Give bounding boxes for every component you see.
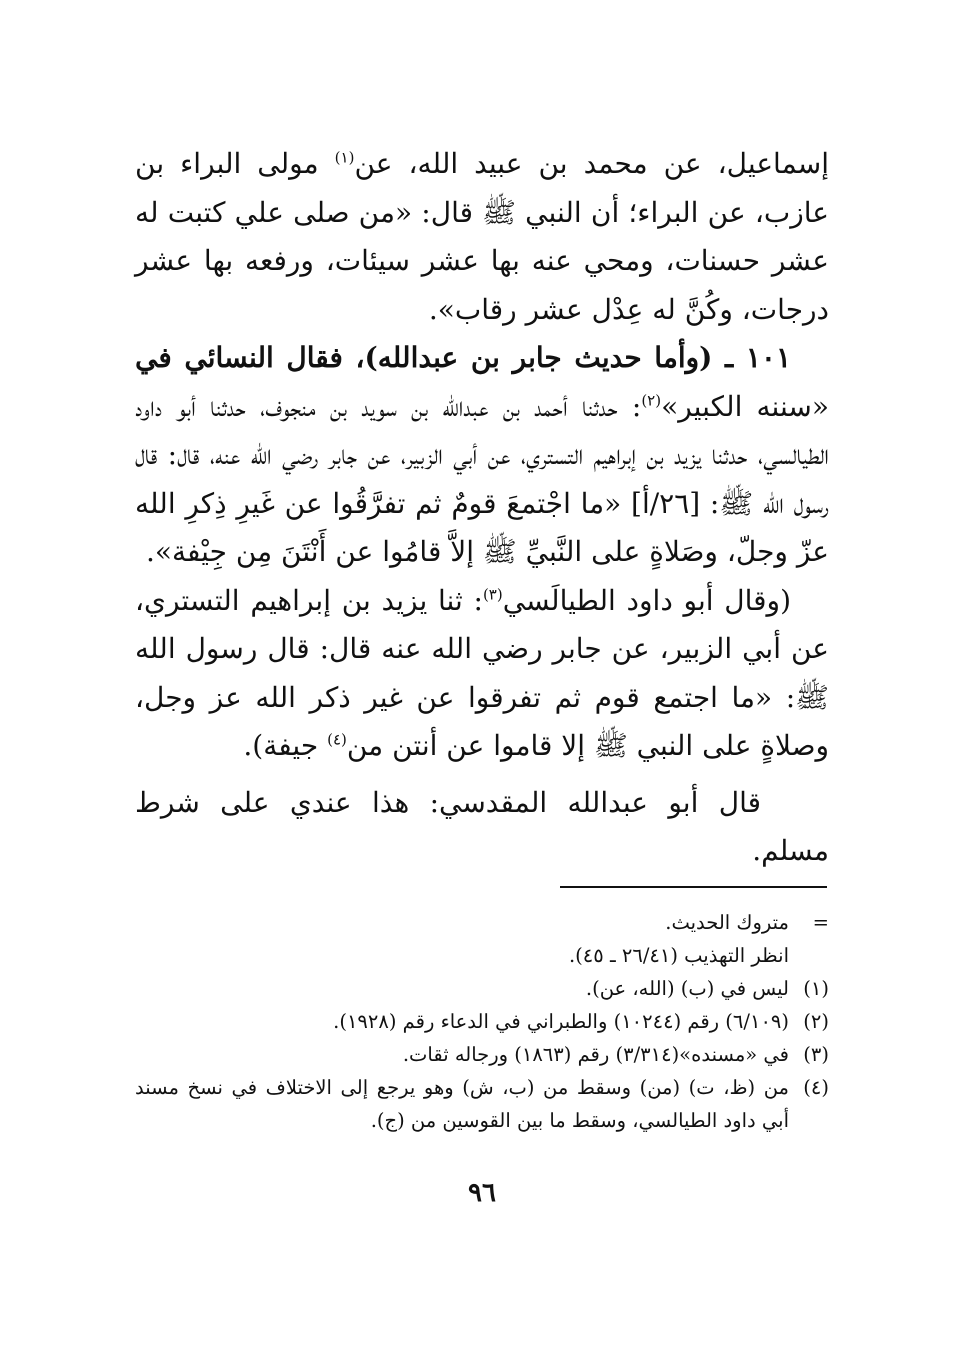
footnote-text: انظر التهذيب (٢٦/٤١ ـ ٤٥). (568, 944, 789, 967)
footnote-continuation (135, 906, 829, 939)
footnote-1 (135, 972, 829, 1005)
paragraph-1-text-a: إسماعيل، عن محمد بن عبيد الله، عن (354, 147, 829, 180)
footnote-number: (٣) (803, 1043, 829, 1066)
paragraph-3-text-a: (وقال أبو داود الطيالَسي (502, 583, 791, 617)
paragraph-2-text-b: : حدثنا أحمد بن عبدالله بن سويد بن منجوف، حدثنا أبو داود الطيالسي، حدثنا يزيد بن إبراهيم التستري، عن أبي الزبير، عن جابر رضي الله عنه، قال: قال رسول الله ﷺ: [٢٦/أ] «ما اجْتمعَ قومٌ ثم تفرَّقُوا عن غَيرِ ذِكرِ الله عزّ وجلّ، وصَلاةٍ على النَّبيِّ ﷺ إلاَّ قامُوا عن أَنْتَنَ مِن جِيْفة». (135, 389, 830, 568)
footnote-text: ليس في (ب) (الله، عن). (585, 977, 789, 1000)
paragraph-1-text-b: مولى البراء بن عازب، عن البراء؛ أن النبي ﷺ قال: «من صلى علي كتبت له عشر حسنات، ومحي عنه بها عشر سيئات، ورفعه بها عشر درجات، وكُنَّ له عِدْل عشر رقاب». (135, 147, 829, 326)
footnote-number: (٢) (803, 1010, 829, 1033)
page-number: ٩٦ (468, 1178, 496, 1208)
paragraph-abu-dawud (135, 577, 829, 771)
paragraph-3-text-c: جيفة). (243, 729, 328, 762)
paragraph-2-text-a: «سننه الكبير» (661, 389, 829, 423)
footnote-ref-3: (٣) (482, 585, 503, 604)
footnote-text: في «مسنده»(٣/٣١٤) رقم (١٨٦٣) ورجاله ثقات. (402, 1043, 789, 1066)
footnote-text: (٦/١٠٩) رقم (١٠٢٤٤) والطبراني في الدعاء رقم (١٩٢٨). (333, 1010, 789, 1033)
footnote-ref-4: (٤) (327, 730, 347, 749)
footnote-text: من (ظ، ت) (من) وسقط من (ب، ش) وهو يرجع إلى الاختلاف في نسخ مسند أبي داود الطيالسي، وسقط ما بين القوسين من (ج). (135, 1076, 789, 1132)
page-body (135, 140, 829, 876)
footnotes (135, 906, 829, 1137)
footnote-number: (١) (803, 977, 829, 1000)
footnote-3 (135, 1038, 829, 1071)
paragraph-1 (135, 140, 829, 334)
paragraph-hadith-101 (135, 334, 829, 577)
main-text (135, 140, 829, 876)
closing-remark: قال أبو عبدالله المقدسي: هذا عندي على شرط مسلم. (135, 785, 829, 867)
footnote-text: متروك الحديث. (665, 911, 789, 934)
footnote-number: (٤) (803, 1076, 829, 1099)
footnote-marker: = (812, 911, 829, 934)
footnote-separator (560, 886, 827, 888)
footnote-continuation-2 (135, 939, 829, 972)
paragraph-3-text-b: : ثنا يزيد بن إبراهيم التستري، عن أبي الزبير، عن جابر رضي الله عنه قال: قال رسول الله ﷺ: «ما اجتمع قوم ثم تفرقوا عن غير ذكر الله عز وجل، وصلاةٍ على النبي ﷺ إلا قاموا عن أنتن من (135, 583, 829, 762)
footnote-2 (135, 1005, 829, 1038)
footnote-ref-1: (١) (334, 148, 355, 167)
hadith-101-heading: ١٠١ ـ (وأما حديث جابر بن عبدالله)، فقال النسائي في (135, 341, 791, 374)
footnote-4 (135, 1071, 829, 1137)
footnote-ref-2: (٢) (641, 391, 662, 410)
